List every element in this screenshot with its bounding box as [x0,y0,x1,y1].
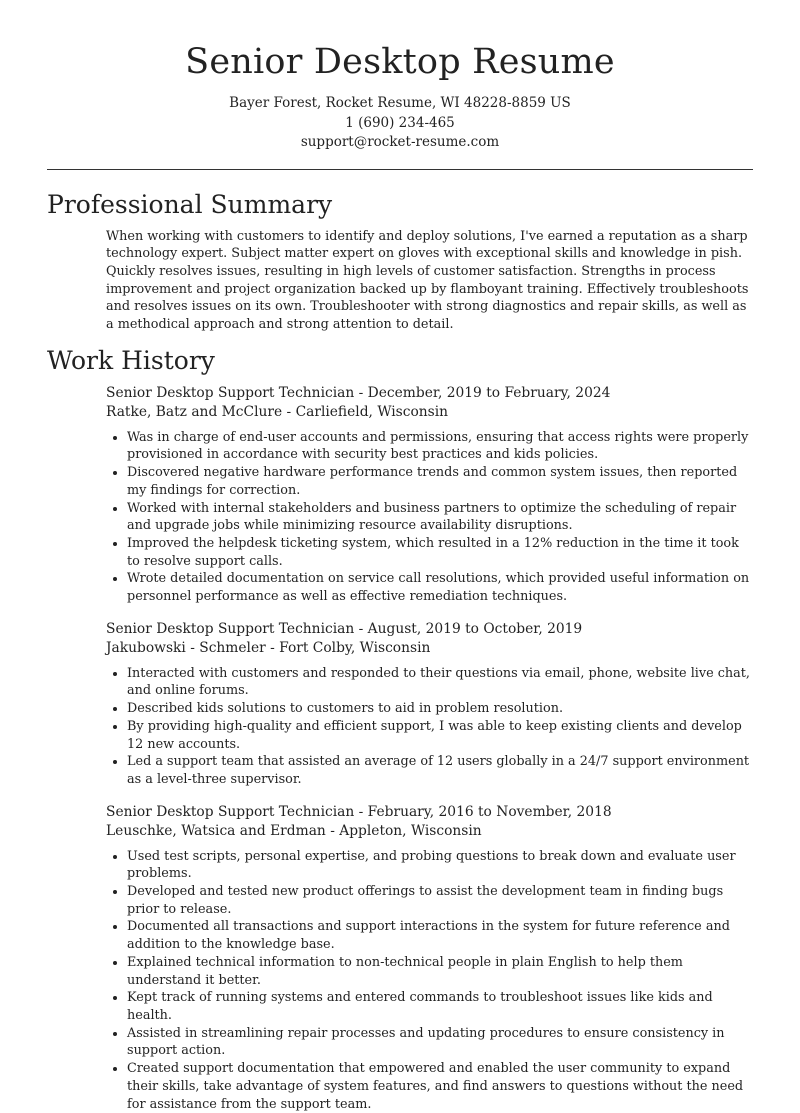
job-bullet: • Assisted in streamlining repair processes and updating procedures to ensure consistency in support action. [127,1025,753,1060]
job-bullet: • Discovered negative hardware performance trends and common system issues, then reported my findings for correction. [127,464,753,499]
job-bullet-list [106,848,753,1113]
job-bullet: • By providing high-quality and efficient support, I was able to keep existing clients and develop 12 new accounts. [127,718,753,753]
job-company-line: Ratke, Batz and McClure - Carliefield, Wisconsin [106,404,449,421]
job-position-line: Senior Desktop Support Technician - February, 2016 to November, 2018 [106,803,612,820]
job-bullet: • Described kids solutions to customers to aid in problem resolution. [127,700,753,718]
job-bullet: • Led a support team that assisted an average of 12 users globally in a 24/7 support environment as a level-three supervisor. [127,753,753,788]
job-entry [106,384,753,606]
job-bullet-list [106,429,753,606]
job-bullet: • Explained technical information to non-technical people in plain English to help them understand it better. [127,954,753,989]
resume-header [47,0,753,153]
job-bullet: • Interacted with customers and responded to their questions via email, phone, website live chat, and online forums. [127,665,753,700]
resume-name: Senior Desktop Resume [185,42,615,82]
job-bullet: • Wrote detailed documentation on service call resolutions, which provided useful information on personnel performance as well as effective remediation techniques. [127,570,753,605]
job-bullet: • Developed and tested new product offerings to assist the development team in finding bugs prior to release. [127,883,753,918]
contact-address: Bayer Forest, Rocket Resume, WI 48228-8859 US [229,95,571,111]
job-entry [106,803,753,1113]
contact-email: support@rocket-resume.com [300,134,500,150]
job-entry [106,620,753,789]
header-divider [47,169,753,170]
job-position-line: Senior Desktop Support Technician - August, 2019 to October, 2019 [106,620,583,637]
job-company-line: Leuschke, Watsica and Erdman - Appleton, Wisconsin [106,823,482,840]
job-bullet: • Was in charge of end-user accounts and permissions, ensuring that access rights were properly provisioned in accordance with security best practices and kids policies. [127,429,753,464]
job-bullet: • Used test scripts, personal expertise, and probing questions to break down and evaluate user problems. [127,848,753,883]
contact-phone: 1 (690) 234-465 [345,114,455,131]
job-bullet-list [106,665,753,789]
job-bullet: • Kept track of running systems and entered commands to troubleshoot issues like kids and health. [127,989,753,1024]
job-company-line: Jakubowski - Schmeler - Fort Colby, Wisconsin [106,640,431,657]
contact-info [47,94,753,153]
job-bullet: • Improved the helpdesk ticketing system, which resulted in a 12% reduction in the time it took to resolve support calls. [127,535,753,570]
job-position-line: Senior Desktop Support Technician - December, 2019 to February, 2024 [106,384,611,401]
summary-text: When working with customers to identify and deploy solutions, I've earned a reputation as a sharp technology expert. Subject matter expert on gloves with exceptional skills and knowledge in pish. Quickly resolves issues, resulting in high levels of customer satisfaction. Strengths in process improvement and project organization backed up by flamboyant training. Effectively troubleshoots and resolves issues on its own. Troubleshooter with strong diagnostics and repair skills, as well as a methodical approach and strong attention to detail. [106,228,749,333]
work-history-heading: Work History [47,345,215,375]
job-bullet: • Worked with internal stakeholders and business partners to optimize the scheduling of repair and upgrade jobs while minimizing resource availability disruptions. [127,500,753,535]
summary-heading: Professional Summary [47,189,333,219]
job-bullet: • Created support documentation that empowered and enabled the user community to expand their skills, take advantage of system features, and find answers to questions without the need for assistance from the support team. [127,1060,753,1113]
job-bullet: • Documented all transactions and support interactions in the system for future reference and addition to the knowledge base. [127,918,753,953]
